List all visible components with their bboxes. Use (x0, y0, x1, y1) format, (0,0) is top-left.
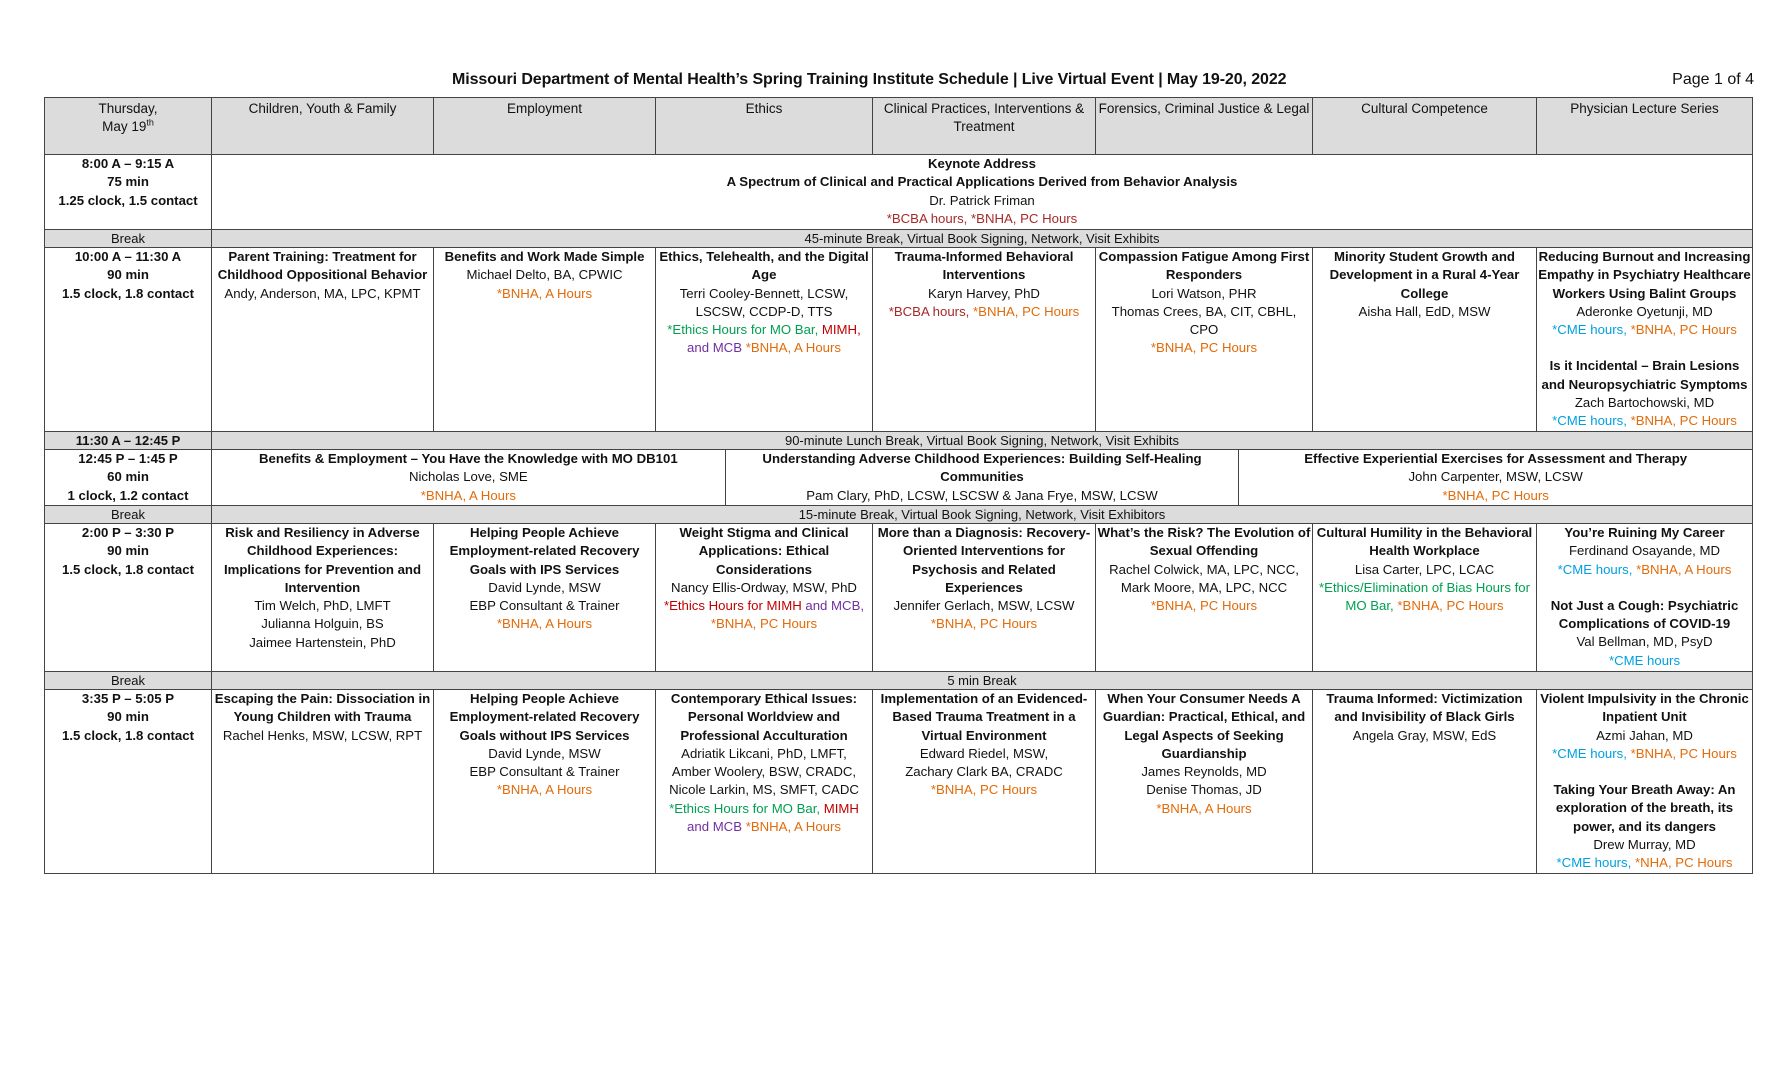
session-cell: Helping People Achieve Employment-related Recovery Goals without IPS Services David Lynde, MSW EBP Consultant & Trainer *BNHA, A Hours (434, 690, 656, 874)
schedule-table (44, 97, 1753, 874)
session-cell: Reducing Burnout and Increasing Empathy in Psychiatry Healthcare Workers Using Balint Groups Aderonke Oyetunji, MD *CME hours, *BNHA, PC Hours Is it Incidental – Brain Lesions and Neuropsychiatric Symptoms Zach Bartochowski, MD *CME hours, *BNHA, PC Hours (1537, 248, 1753, 432)
session-row (45, 524, 1753, 672)
header-col-physician: Physician Lecture Series (1537, 98, 1753, 155)
session-cell: Ethics, Telehealth, and the Digital Age Terri Cooley-Bennett, LCSW, LSCSW, CCDP-D, TTS *Ethics Hours for MO Bar, MIMH, and MCB *BNHA, A Hours (656, 248, 873, 432)
session-cell: Weight Stigma and Clinical Applications: Ethical Considerations Nancy Ellis-Ordway, MSW, PhD *Ethics Hours for MIMH and MCB, *BNHA, PC Hours (656, 524, 873, 672)
plenary-sessions (212, 450, 1753, 506)
time-cell: 10:00 A – 11:30 A 90 min 1.5 clock, 1.8 contact (45, 248, 212, 432)
session-cell: Violent Impulsivity in the Chronic Inpatient Unit Azmi Jahan, MD *CME hours, *BNHA, PC Hours Taking Your Breath Away: An exploration of the breath, its power, and its dangers Drew Murray, MD *CME hours, *NHA, PC Hours (1537, 690, 1753, 874)
session-cell: Understanding Adverse Childhood Experiences: Building Self-Healing Communities Pam Clary, PhD, LCSW, LSCSW & Jana Frye, MSW, LCSW (725, 450, 1239, 505)
session-cell: Implementation of an Evidenced-Based Trauma Treatment in a Virtual Environment Edward Riedel, MSW, Zachary Clark BA, CRADC *BNHA, PC Hours (873, 690, 1096, 874)
break-row (45, 230, 1753, 248)
header-day: Thursday, May 19th (45, 98, 212, 155)
time-cell: 8:00 A – 9:15 A 75 min 1.25 clock, 1.5 contact (45, 155, 212, 230)
header-col-cultural: Cultural Competence (1313, 98, 1537, 155)
session-cell: Compassion Fatigue Among First Responders Lori Watson, PHR Thomas Crees, BA, CIT, CBHL, CPO *BNHA, PC Hours (1096, 248, 1313, 432)
break-text: 15-minute Break, Virtual Book Signing, Network, Visit Exhibitors (212, 506, 1753, 524)
header-col-forensics: Forensics, Criminal Justice & Legal (1096, 98, 1313, 155)
break-label: Break (45, 230, 212, 248)
session-cell: Cultural Humility in the Behavioral Health Workplace Lisa Carter, LPC, LCAC *Ethics/Elimination of Bias Hours for MO Bar, *BNHA, PC Hours (1313, 524, 1537, 672)
header-col-ethics: Ethics (656, 98, 873, 155)
session-cell: Contemporary Ethical Issues: Personal Worldview and Professional Acculturation Adriatik Likcani, PhD, LMFT, Amber Woolery, BSW, CRADC, Nicole Larkin, MS, SMFT, CADC *Ethics Hours for MO Bar, MIMH and MCB *BNHA, A Hours (656, 690, 873, 874)
break-text: 90-minute Lunch Break, Virtual Book Signing, Network, Visit Exhibits (212, 432, 1753, 450)
session-cell: Trauma-Informed Behavioral Interventions Karyn Harvey, PhD *BCBA hours, *BNHA, PC Hours (873, 248, 1096, 432)
break-text: 45-minute Break, Virtual Book Signing, Network, Visit Exhibits (212, 230, 1753, 248)
session-cell: More than a Diagnosis: Recovery-Oriented Interventions for Psychosis and Related Experiences Jennifer Gerlach, MSW, LCSW *BNHA, PC Hours (873, 524, 1096, 672)
session-cell: Benefits and Work Made Simple Michael Delto, BA, CPWIC *BNHA, A Hours (434, 248, 656, 432)
session-cell: Minority Student Growth and Development in a Rural 4-Year College Aisha Hall, EdD, MSW (1313, 248, 1537, 432)
header-col-children: Children, Youth & Family (212, 98, 434, 155)
break-label: Break (45, 672, 212, 690)
session-cell: You’re Ruining My Career Ferdinand Osayande, MD *CME hours, *BNHA, A Hours Not Just a Cough: Psychiatric Complications of COVID-19 Val Bellman, MD, PsyD *CME hours (1537, 524, 1753, 672)
page-title: Missouri Department of Mental Health’s Spring Training Institute Schedule | Live Virtual Event | May 19-20, 2022 (452, 71, 1287, 88)
break-label: 11:30 A – 12:45 P (45, 432, 212, 450)
keynote-session: Keynote Address A Spectrum of Clinical and Practical Applications Derived from Behavior Analysis Dr. Patrick Friman *BCBA hours, *BNHA, PC Hours (212, 155, 1753, 230)
header-col-clinical: Clinical Practices, Interventions & Treatment (873, 98, 1096, 155)
page-number: Page 1 of 4 (1672, 71, 1754, 88)
session-cell: Trauma Informed: Victimization and Invisibility of Black Girls Angela Gray, MSW, EdS (1313, 690, 1537, 874)
session-row (45, 248, 1753, 432)
session-cell: Helping People Achieve Employment-related Recovery Goals with IPS Services David Lynde, MSW EBP Consultant & Trainer *BNHA, A Hours (434, 524, 656, 672)
session-row (45, 690, 1753, 874)
keynote-row (45, 155, 1753, 230)
session-row (45, 450, 1753, 506)
session-cell: What’s the Risk? The Evolution of Sexual Offending Rachel Colwick, MA, LPC, NCC, Mark Moore, MA, LPC, NCC *BNHA, PC Hours (1096, 524, 1313, 672)
header-col-employment: Employment (434, 98, 656, 155)
time-cell: 3:35 P – 5:05 P 90 min 1.5 clock, 1.8 contact (45, 690, 212, 874)
session-cell: Risk and Resiliency in Adverse Childhood Experiences: Implications for Prevention and Intervention Tim Welch, PhD, LMFT Julianna Holguin, BS Jaimee Hartenstein, PhD (212, 524, 434, 672)
session-cell: Escaping the Pain: Dissociation in Young Children with Trauma Rachel Henks, MSW, LCSW, RPT (212, 690, 434, 874)
break-text: 5 min Break (212, 672, 1753, 690)
time-cell: 2:00 P – 3:30 P 90 min 1.5 clock, 1.8 contact (45, 524, 212, 672)
lunch-row (45, 432, 1753, 450)
session-cell: Benefits & Employment – You Have the Knowledge with MO DB101 Nicholas Love, SME *BNHA, A Hours (259, 451, 678, 503)
break-row (45, 672, 1753, 690)
session-cell: Effective Experiential Exercises for Assessment and Therapy John Carpenter, MSW, LCSW *BNHA, PC Hours (1238, 450, 1752, 505)
time-cell: 12:45 P – 1:45 P 60 min 1 clock, 1.2 contact (45, 450, 212, 506)
header-row (45, 98, 1753, 155)
session-cell: When Your Consumer Needs A Guardian: Practical, Ethical, and Legal Aspects of Seeking Guardianship James Reynolds, MD Denise Thomas, JD *BNHA, A Hours (1096, 690, 1313, 874)
break-row (45, 506, 1753, 524)
break-label: Break (45, 506, 212, 524)
session-cell: Parent Training: Treatment for Childhood Oppositional Behavior Andy, Anderson, MA, LPC, KPMT (212, 248, 434, 432)
